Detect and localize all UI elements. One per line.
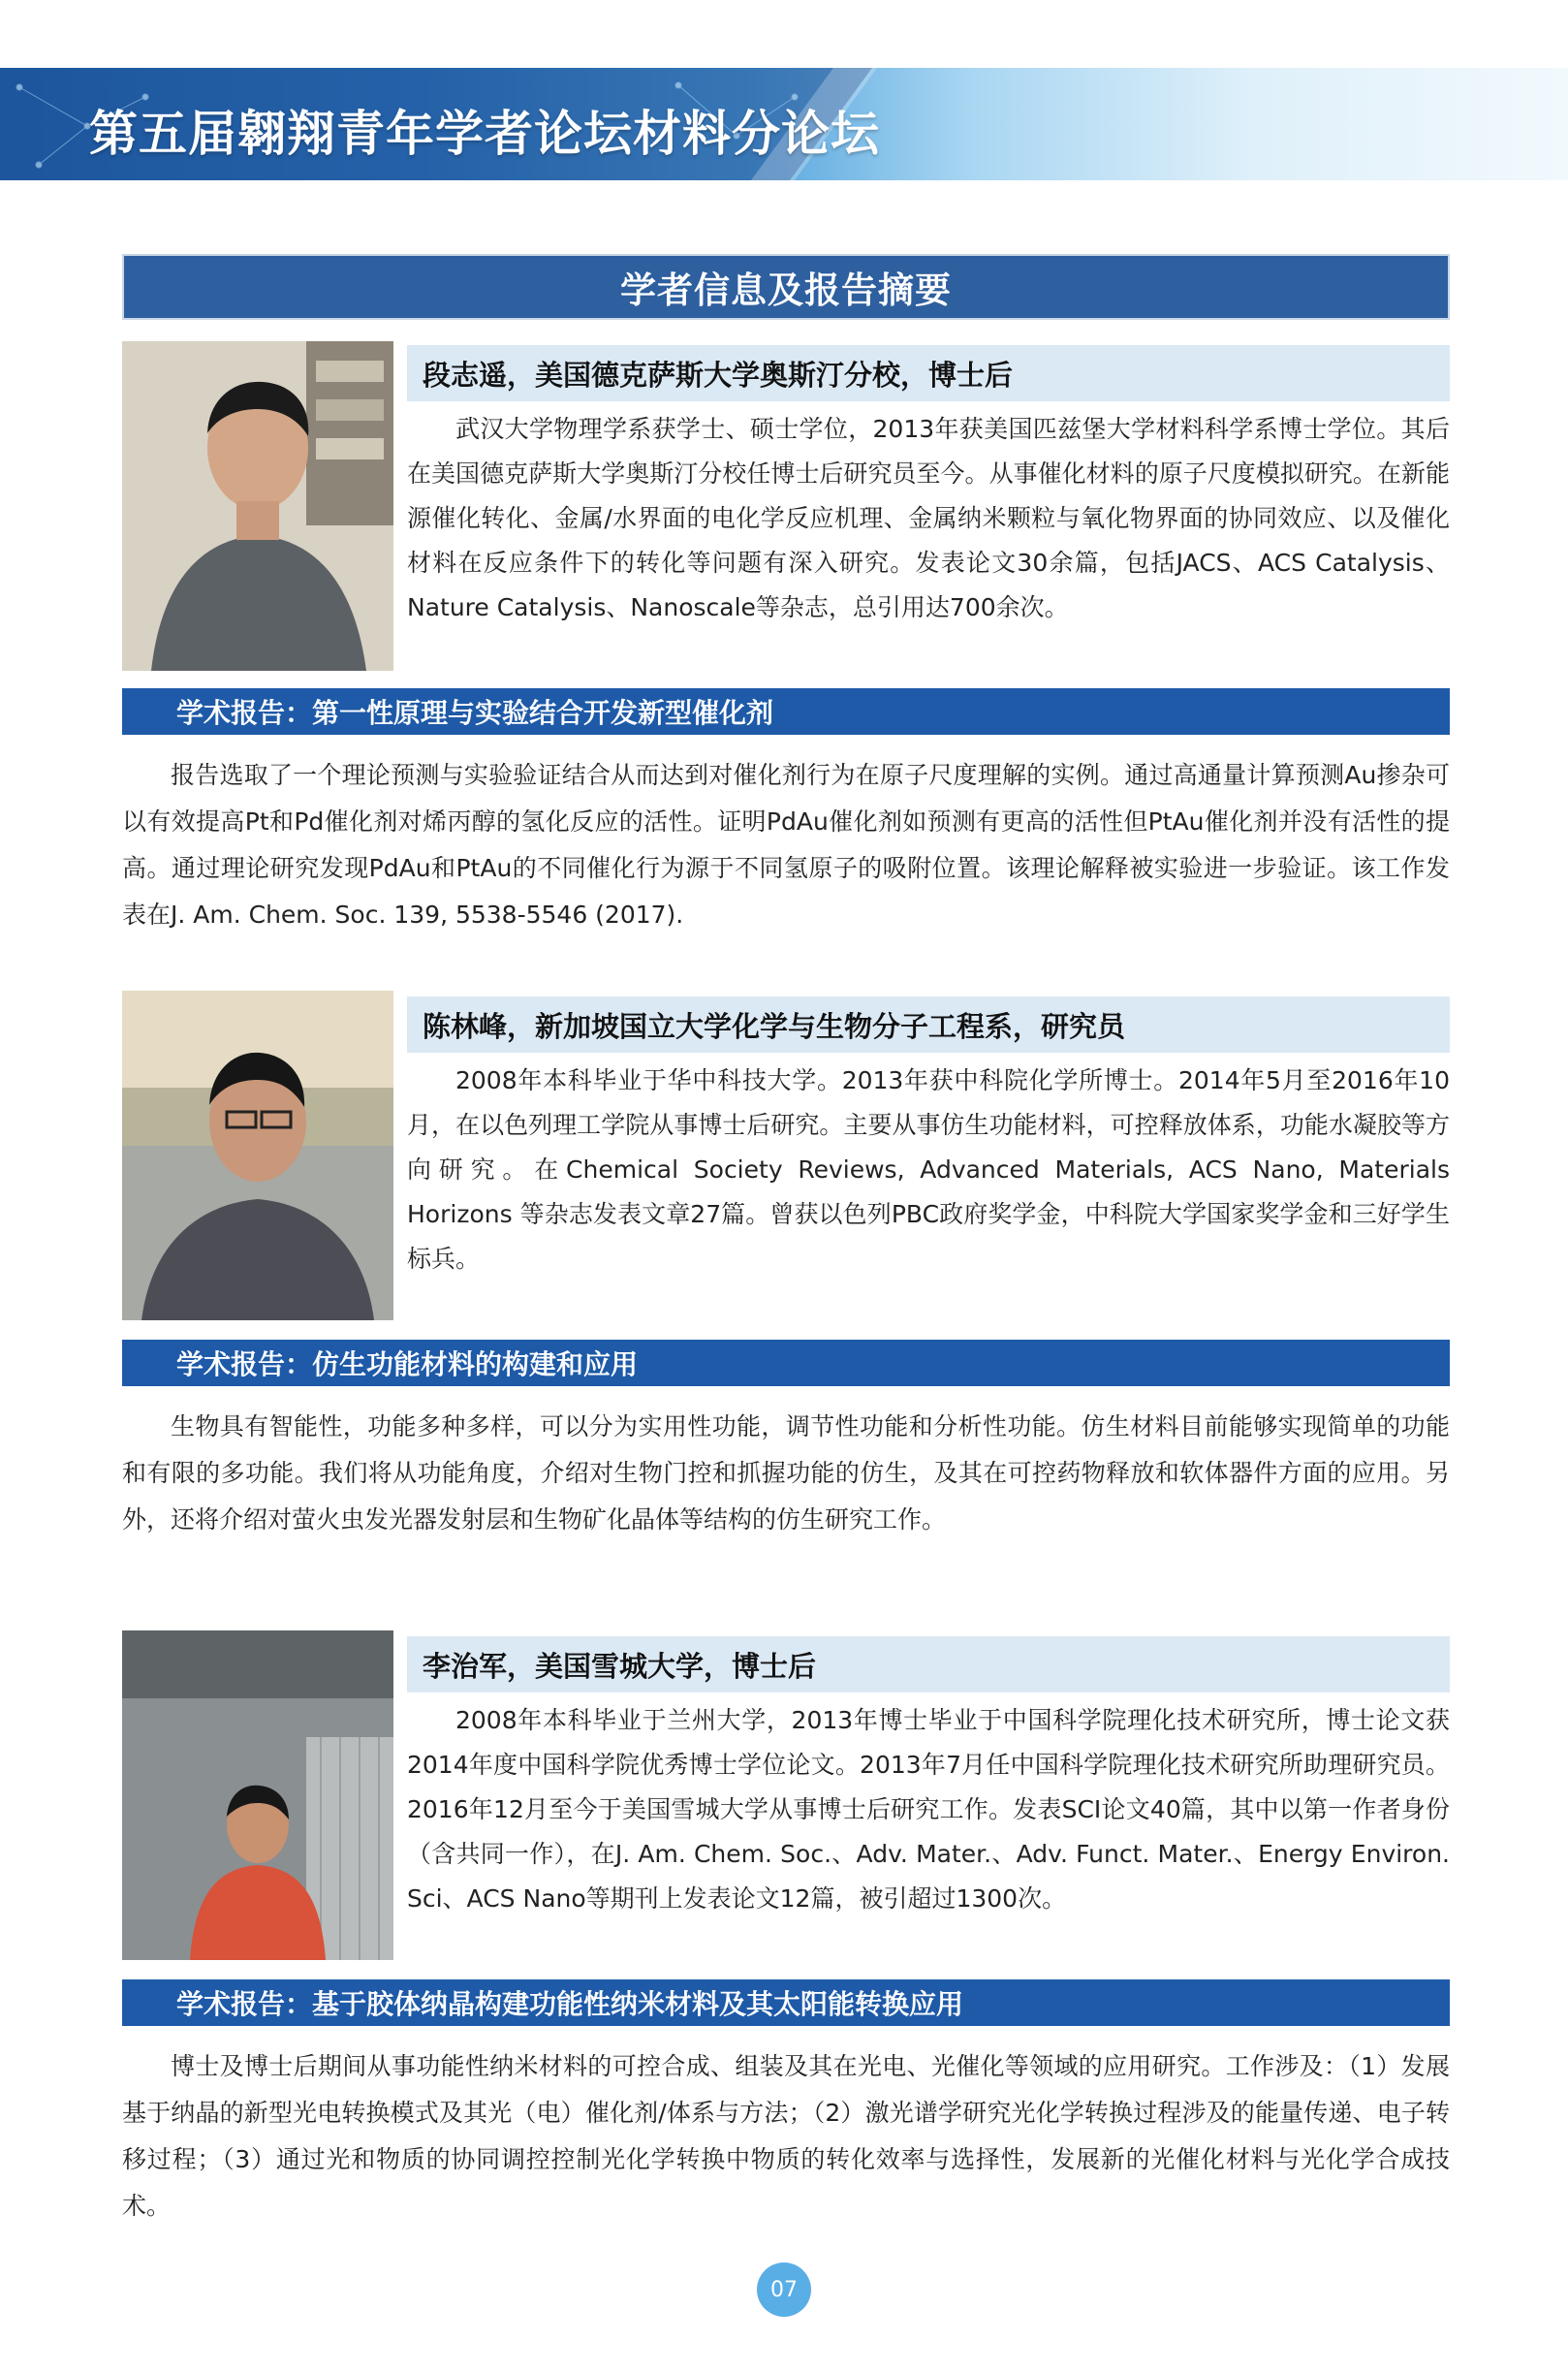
forum-title: 第五届翱翔青年学者论坛材料分论坛 [89, 106, 880, 162]
scholar-name-bar-1 [407, 345, 1450, 401]
report-bar-3 [122, 1979, 1450, 2026]
scholar-bio-2: 2008年本科毕业于华中科技大学。2013年获中科院化学所博士。2014年5月至2016年10月，在以色列理工学院从事博士后研究。主要从事仿生功能材料，可控释放体系，功能水凝胶等方向研究。在Chemical Society Reviews, Advanced Materials, ACS Nano, Materials Horizons 等杂志发表文章27篇。曾获以色列PBC政府奖学金，中科院大学国家奖学金和三好学生标兵。 [407, 1066, 1450, 1273]
report-abstract-3: 博士及博士后期间从事功能性纳米材料的可控合成、组装及其在光电、光催化等领域的应用研究。工作涉及：（1）发展基于纳晶的新型光电转换模式及其光（电）催化剂/体系与方法；（2）激光谱学研究光化学转换过程涉及的能量传递、电子转移过程；（3）通过光和物质的协同调控控制光化学转换中物质的转化效率与选择性，发展新的光催化材料与光化学合成技术。 [122, 2052, 1450, 2220]
report-abstract-1: 报告选取了一个理论预测与实验验证结合从而达到对催化剂行为在原子尺度理解的实例。通过高通量计算预测Au掺杂可以有效提高Pt和Pd催化剂对烯丙醇的氢化反应的活性。证明PdAu催化剂如预测有更高的活性但PtAu催化剂并没有活性的提高。通过理论研究发现PdAu和PtAu的不同催化行为源于不同氢原子的吸附位置。该理论解释被实验进一步验证。该工作发表在J. Am. Chem. Soc. 139, 5538-5546 (2017). [122, 761, 1450, 929]
report-title-2: 学术报告：仿生功能材料的构建和应用 [176, 1348, 639, 1380]
section-title: 学者信息及报告摘要 [620, 269, 952, 311]
scholar-name-2: 陈林峰，新加坡国立大学化学与生物分子工程系，研究员 [423, 1009, 1126, 1043]
report-title-1: 学术报告：第一性原理与实验结合开发新型催化剂 [176, 697, 774, 729]
section-header [122, 254, 1450, 320]
report-bar-2 [122, 1340, 1450, 1386]
report-title-3: 学术报告：基于胶体纳晶构建功能性纳米材料及其太阳能转换应用 [176, 1988, 964, 2020]
scholar-photo-1 [122, 341, 393, 671]
scholar-name-bar-3 [407, 1636, 1450, 1693]
scholar-photo-2 [122, 991, 393, 1320]
scholar-photo-3 [122, 1630, 393, 1960]
scholar-name-3: 李治军，美国雪城大学，博士后 [423, 1649, 817, 1683]
page-number-badge [757, 2262, 811, 2317]
report-abstract-2: 生物具有智能性，功能多种多样，可以分为实用性功能，调节性功能和分析性功能。仿生材料目前能够实现简单的功能和有限的多功能。我们将从功能角度，介绍对生物门控和抓握功能的仿生，及其在可控药物释放和软体器件方面的应用。另外，还将介绍对萤火虫发光器发射层和生物矿化晶体等结构的仿生研究工作。 [122, 1412, 1450, 1534]
header-banner [0, 68, 1568, 180]
page-number: 07 [770, 2277, 798, 2302]
scholar-bio-1: 武汉大学物理学系获学士、硕士学位，2013年获美国匹兹堡大学材料科学系博士学位。其后在美国德克萨斯大学奥斯汀分校任博士后研究员至今。从事催化材料的原子尺度模拟研究。在新能源催化转化、金属/水界面的电化学反应机理、金属纳米颗粒与氧化物界面的协同效应、以及催化材料在反应条件下的转化等问题有深入研究。发表论文30余篇，包括JACS、ACS Catalysis、Nature Catalysis、Nanoscale等杂志，总引用达700余次。 [407, 415, 1450, 621]
scholar-name-bar-2 [407, 997, 1450, 1053]
scholar-bio-3: 2008年本科毕业于兰州大学，2013年博士毕业于中国科学院理化技术研究所，博士论文获2014年度中国科学院优秀博士学位论文。2013年7月任中国科学院理化技术研究所助理研究员。2016年12月至今于美国雪城大学从事博士后研究工作。发表SCI论文40篇，其中以第一作者身份（含共同一作），在J. Am. Chem. Soc.、Adv. Mater.、Adv. Funct. Mater.、Energy Environ. Sci、ACS Nano等期刊上发表论文12篇，被引超过1300次。 [407, 1706, 1450, 1913]
report-bar-1 [122, 688, 1450, 735]
scholar-name-1: 段志遥，美国德克萨斯大学奥斯汀分校，博士后 [423, 358, 1014, 392]
